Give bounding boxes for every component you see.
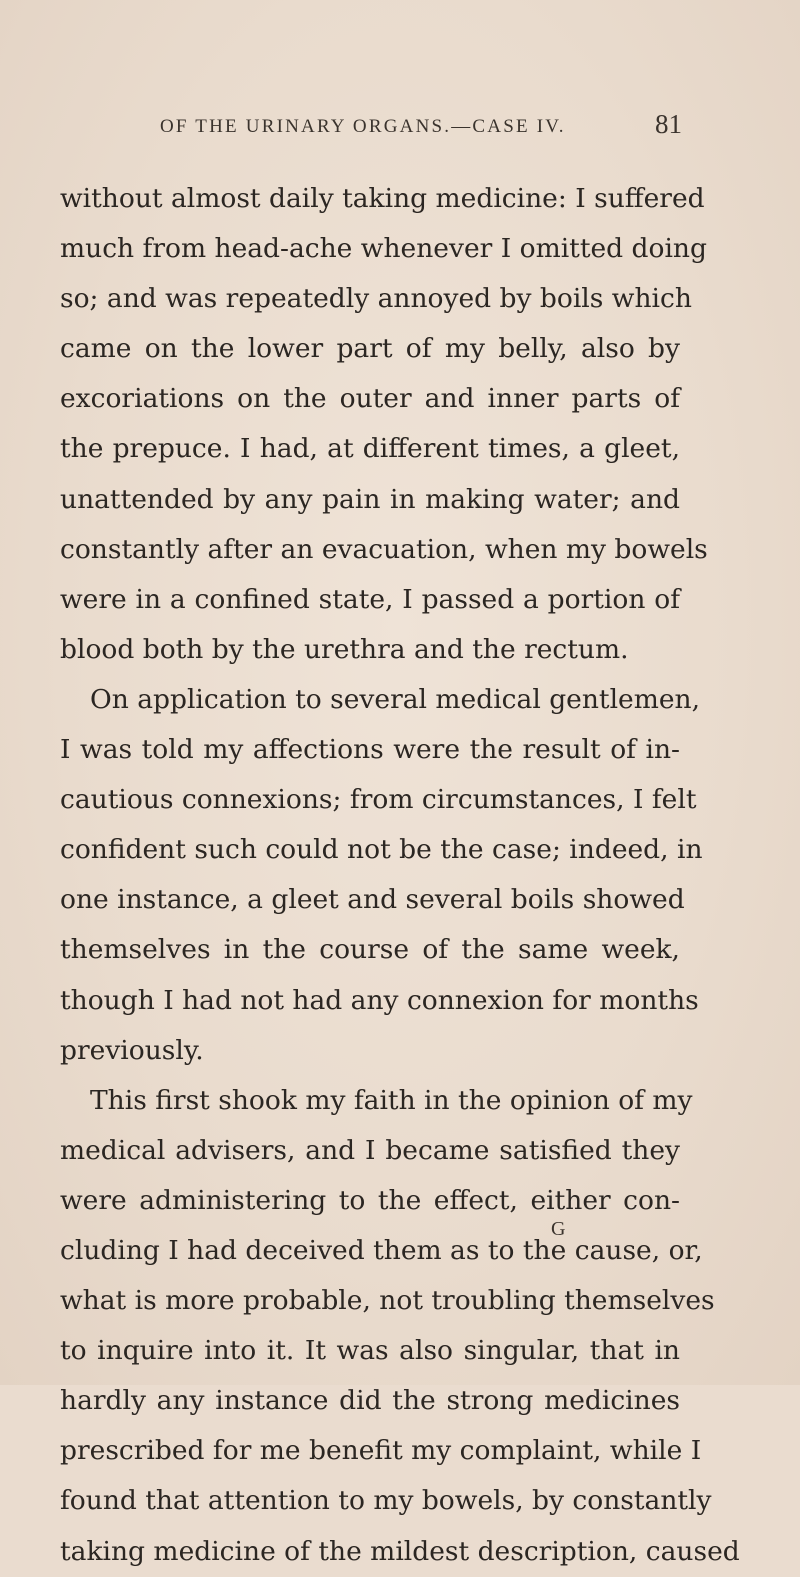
- text-line: medical advisers, and I became satisfied they: [60, 1134, 680, 1166]
- text-line: so; and was repeatedly annoyed by boils which: [60, 283, 692, 315]
- text-line: I was told my affections were the result of in-: [60, 734, 680, 766]
- text-line: cautious connexions; from circumstances, I felt: [60, 784, 697, 816]
- text-line: were in a confined state, I passed a portion of: [60, 583, 680, 615]
- text-line: constantly after an evacuation, when my bowels: [60, 533, 708, 565]
- text-line: much from head-ache whenever I omitted doing: [60, 233, 707, 265]
- body-text: [60, 174, 740, 1577]
- text-line: blood both by the urethra and the rectum.: [60, 633, 629, 665]
- text-line: unattended by any pain in making water; and: [60, 483, 680, 515]
- text-line: previously.: [60, 1034, 204, 1066]
- text-line: found that attention to my bowels, by constantly: [60, 1485, 712, 1517]
- text-line: without almost daily taking medicine: I suffered: [60, 183, 705, 214]
- paragraph-start-line: On application to several medical gentlemen,: [90, 683, 701, 715]
- text-line: cluding I had deceived them as to the cause, or,: [60, 1234, 703, 1266]
- text-line: what is more probable, not troubling themselves: [60, 1285, 715, 1317]
- text-line: prescribed for me benefit my complaint, while I: [60, 1435, 702, 1467]
- signature-mark: G: [551, 1218, 566, 1240]
- text-line: hardly any instance did the strong medicines: [60, 1385, 680, 1417]
- page-number: 81: [655, 109, 682, 139]
- text-line: were administering to the effect, either con-: [60, 1184, 680, 1216]
- text-line: though I had not had any connexion for months: [60, 984, 699, 1016]
- text-line: confident such could not be the case; indeed, in: [60, 834, 703, 866]
- running-head: [60, 109, 700, 156]
- text-line: taking medicine of the mildest description, caused: [60, 1535, 740, 1567]
- running-title: OF THE URINARY ORGANS.—CASE IV.: [160, 116, 566, 137]
- text-line: to inquire into it. It was also singular, that in: [60, 1335, 680, 1367]
- text-line: excoriations on the outer and inner parts of: [60, 383, 680, 415]
- text-line: themselves in the course of the same week,: [60, 934, 680, 966]
- text-line: the prepuce. I had, at different times, a gleet,: [60, 433, 680, 465]
- text-line: came on the lower part of my belly, also by: [60, 333, 680, 365]
- paragraph-start-line: This first shook my faith in the opinion of my: [90, 1084, 693, 1116]
- text-line: one instance, a gleet and several boils showed: [60, 884, 685, 916]
